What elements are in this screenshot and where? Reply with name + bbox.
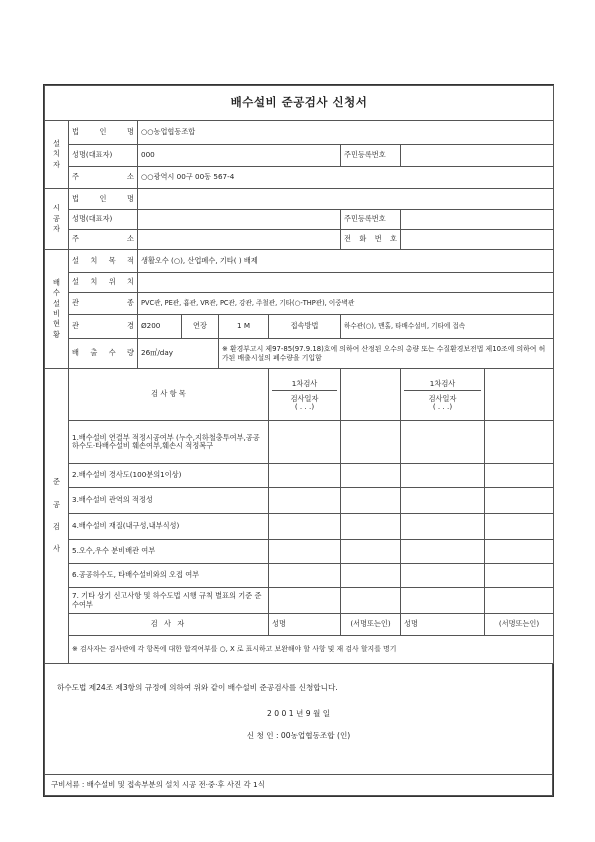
builder-phone-label: 전 화 번 호 <box>341 230 401 250</box>
length-value[interactable]: 1 M <box>219 315 269 339</box>
item-7-second-note[interactable] <box>485 588 554 614</box>
item-3-first-note[interactable] <box>341 488 401 514</box>
first-inspector-sign[interactable]: (서명또는인) <box>341 614 401 636</box>
item-7-first-result[interactable] <box>269 588 341 614</box>
item-1-first-result[interactable] <box>269 421 341 464</box>
second-inspection-header <box>401 369 485 421</box>
inspection-item-header: 검 사 항 목 <box>69 369 269 421</box>
builder-address-label: 주 소 <box>69 230 138 250</box>
inspection-item-3: 3.배수설비 관역의 적정성 <box>69 488 269 514</box>
second-inspector-sign[interactable]: (서명또는인) <box>485 614 554 636</box>
form-table <box>44 85 554 664</box>
builder-rep-value[interactable] <box>138 210 341 230</box>
pipe-type-value[interactable]: PVC관, PE관, 흄관, VR관, PC관, 강관, 주철관, 기타(○-THP관), 이중벽관 <box>138 293 554 315</box>
discharge-label: 배 출 수 량 <box>69 339 138 369</box>
location-value[interactable] <box>138 273 554 293</box>
discharge-value[interactable]: 26㎥/day <box>138 339 219 369</box>
installer-corp-label: 법 인 명 <box>69 121 138 145</box>
item-2-first-note[interactable] <box>341 464 401 488</box>
item-5-second-note[interactable] <box>485 540 554 564</box>
pipe-type-label: 관 종 <box>69 293 138 315</box>
item-6-second-result[interactable] <box>401 564 485 588</box>
discharge-note: ※ 환경부고시 제97-85(97.9.18)호에 의하여 산정된 오수의 총량 또는 수질환경보전법 제10조에 의하여 허가된 배출시설의 폐수량을 기입함 <box>219 339 554 369</box>
item-1-first-note[interactable] <box>341 421 401 464</box>
installer-address-label: 주 소 <box>69 167 138 189</box>
installer-address-value[interactable]: ○○광역시 00구 00동 567-4 <box>138 167 554 189</box>
inspection-item-4: 4.배수설비 재질(내구성,내부식성) <box>69 514 269 540</box>
inspection-item-5: 5.오수,우수 분비배관 여부 <box>69 540 269 564</box>
connect-label: 접속방법 <box>269 315 341 339</box>
installer-id-value[interactable] <box>401 145 554 167</box>
item-5-first-result[interactable] <box>269 540 341 564</box>
item-1-second-note[interactable] <box>485 421 554 464</box>
location-label: 설 치 위 치 <box>69 273 138 293</box>
item-2-first-result[interactable] <box>269 464 341 488</box>
second-inspection-label: 1차검사 <box>404 378 481 391</box>
builder-corp-label: 법 인 명 <box>69 189 138 210</box>
builder-phone-value[interactable] <box>401 230 554 250</box>
builder-rep-label: 성명(대표자) <box>69 210 138 230</box>
item-6-first-note[interactable] <box>341 564 401 588</box>
diameter-value[interactable]: Ø200 <box>138 315 182 339</box>
inspector-label: 검 사 자 <box>69 614 269 636</box>
inspection-item-7: 7. 기타 상기 신고사항 및 하수도법 시행 규칙 별표의 기준 준수여부 <box>69 588 269 614</box>
applicant-signature[interactable]: 신 청 인 : 00농업협동조합 (인) <box>246 731 351 740</box>
length-label: 연장 <box>182 315 219 339</box>
installer-section-label: 설치자 <box>45 121 69 189</box>
builder-id-label: 주민등록번호 <box>341 210 401 230</box>
builder-corp-value[interactable] <box>138 189 554 210</box>
second-inspection-date-label: 검사일자 <box>428 393 457 403</box>
installer-rep-label: 성명(대표자) <box>69 145 138 167</box>
first-inspector-name-label: 성명 <box>269 614 341 636</box>
first-inspection-remark[interactable] <box>341 369 401 421</box>
item-1-second-result[interactable] <box>401 421 485 464</box>
second-inspection-date-value[interactable]: ( . . .) <box>432 402 453 412</box>
application-statement-block <box>44 664 553 775</box>
form-title: 배수설비 준공검사 신청서 <box>45 86 554 121</box>
inspection-item-6: 6.공공하수도, 타배수설비와의 오접 여부 <box>69 564 269 588</box>
purpose-value[interactable]: 생활오수 (○), 산업폐수, 기타( ) 배제 <box>138 250 554 273</box>
builder-id-value[interactable] <box>401 210 554 230</box>
first-inspection-date-value[interactable]: ( . . .) <box>294 402 315 412</box>
item-4-second-result[interactable] <box>401 514 485 540</box>
inspection-item-2: 2.배수설비 경사도(100분의1이상) <box>69 464 269 488</box>
item-3-first-result[interactable] <box>269 488 341 514</box>
builder-section-label: 시공자 <box>45 189 69 250</box>
first-inspection-date-label: 검사일자 <box>290 393 319 403</box>
application-form <box>43 84 554 797</box>
item-7-first-note[interactable] <box>341 588 401 614</box>
item-3-second-result[interactable] <box>401 488 485 514</box>
item-7-second-result[interactable] <box>401 588 485 614</box>
second-inspector-name-label: 성명 <box>401 614 485 636</box>
application-date[interactable]: 2 0 0 1 년 9 월 일 <box>266 709 331 718</box>
diameter-label: 관 경 <box>69 315 138 339</box>
attachments-note: 구비서류 : 배수설비 및 접속부분의 설치 시공 전·중·후 사진 각 1식 <box>44 775 553 796</box>
installer-id-label: 주민등록번호 <box>341 145 401 167</box>
item-4-second-note[interactable] <box>485 514 554 540</box>
connect-value[interactable]: 하수관(○), 맨홀, 타배수설비, 기타에 접속 <box>341 315 554 339</box>
purpose-label: 설 치 목 적 <box>69 250 138 273</box>
item-6-first-result[interactable] <box>269 564 341 588</box>
item-2-second-result[interactable] <box>401 464 485 488</box>
item-4-first-note[interactable] <box>341 514 401 540</box>
inspection-section-label: 준공검사 <box>45 369 69 664</box>
inspection-note: ※ 검사자는 검사란에 각 항목에 대한 합격여부를 ○, X 로 표시하고 보완해야 할 사항 및 재 검사 할지를 명기 <box>69 636 554 664</box>
application-statement: 하수도법 제24조 제3항의 규정에 의하여 위와 같이 배수설비 준공검사를 신청합니다. <box>57 683 338 692</box>
item-5-second-result[interactable] <box>401 540 485 564</box>
installer-rep-value[interactable]: 000 <box>138 145 341 167</box>
item-2-second-note[interactable] <box>485 464 554 488</box>
installer-corp-value[interactable]: ○○농업협동조합 <box>138 121 554 145</box>
item-4-first-result[interactable] <box>269 514 341 540</box>
inspection-item-1: 1.배수설비 연결부 적정시공여부 (누수,지하철충투여부,공공하수도·타배수설비 훼손여부,훼손시 적정복구 <box>69 421 269 464</box>
item-6-second-note[interactable] <box>485 564 554 588</box>
first-inspection-label: 1차검사 <box>272 378 337 391</box>
first-inspection-header <box>269 369 341 421</box>
item-5-first-note[interactable] <box>341 540 401 564</box>
builder-address-value[interactable] <box>138 230 341 250</box>
second-inspection-remark[interactable] <box>485 369 554 421</box>
item-3-second-note[interactable] <box>485 488 554 514</box>
drainage-section-label: 배수설비현황 <box>45 250 69 369</box>
